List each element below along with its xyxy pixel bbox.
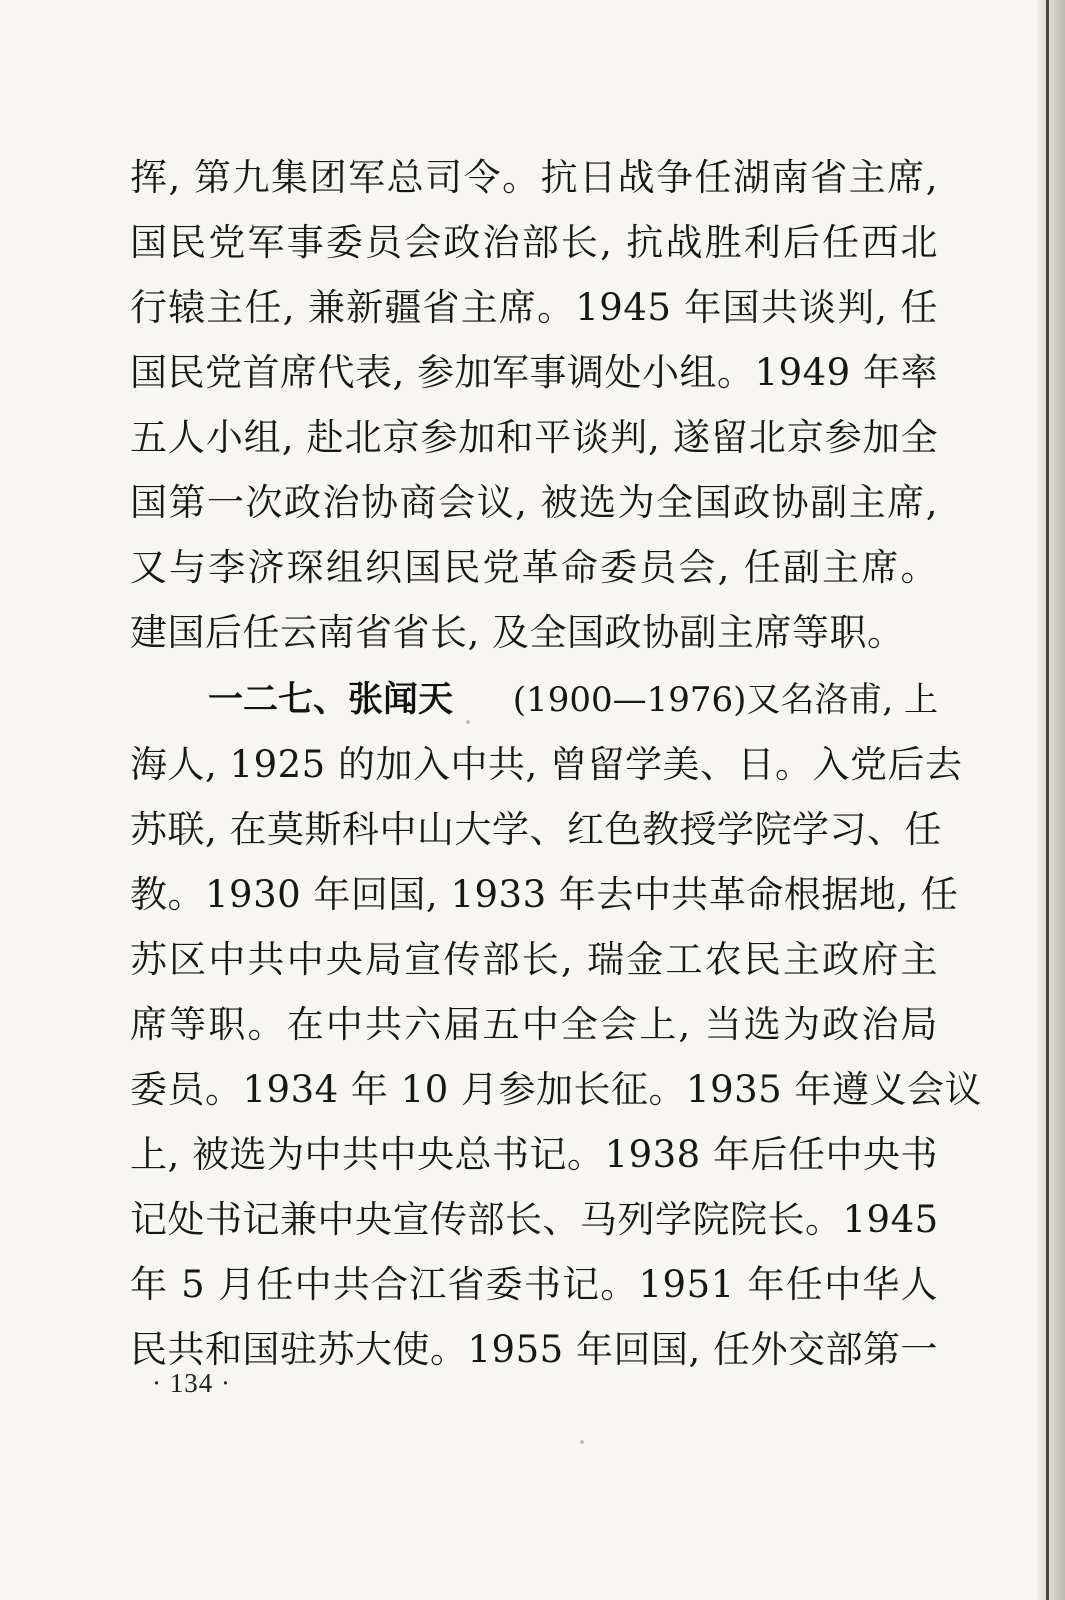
text-line: 记处书记兼中央宣传部长、马列学院院长。1945 (130, 1198, 939, 1241)
text-line: 民共和国驻苏大使。1955 年回国, 任外交部第一 (130, 1328, 938, 1371)
text-line: 建国后任云南省省长, 及全国政协副主席等职。 (130, 611, 905, 654)
text-line: 席等职。在中共六届五中全会上, 当选为政治局 (130, 1003, 938, 1046)
text-line: 教。1930 年回国, 1933 年去中共革命根据地, 任 (130, 873, 959, 916)
text-line: 委员。1934 年 10 月参加长征。1935 年遵义会议 (130, 1068, 982, 1111)
text-line: 国第一次政治协商会议, 被选为全国政协副主席, (130, 481, 938, 524)
text-line: 五人小组, 赴北京参加和平谈判, 遂留北京参加全 (130, 416, 938, 459)
text-line: 国民党首席代表, 参加军事调处小组。1949 年率 (130, 351, 938, 394)
text-line: 挥, 第九集团军总司令。抗日战争任湖南省主席, (130, 156, 938, 199)
text-line: 又与李济琛组织国民党革命委员会, 任副主席。 (130, 546, 938, 589)
scan-edge-shadow (1037, 0, 1065, 1600)
text-line: 苏联, 在莫斯科中山大学、红色教授学院学习、任 (130, 808, 943, 851)
text-line: 国民党军事委员会政治部长, 抗战胜利后任西北 (130, 221, 938, 264)
text-line: 上, 被选为中共中央总书记。1938 年后任中央书 (130, 1133, 938, 1176)
page-number: · 134 · (152, 1368, 231, 1398)
text-line: 海人, 1925 的加入中共, 曾留学美、日。入党后去 (130, 743, 963, 786)
scan-edge-line (1046, 0, 1049, 1600)
scan-speck (580, 1440, 584, 1444)
text-line: 行辕主任, 兼新疆省主席。1945 年国共谈判, 任 (130, 286, 938, 329)
text-line: 苏区中共中央局宣传部长, 瑞金工农民主政府主 (130, 938, 938, 981)
entry-heading (208, 672, 938, 728)
text-line: 年 5 月任中共合江省委书记。1951 年任中华人 (130, 1263, 938, 1306)
entry-dates-alias: (1900—1976)又名洛甫, 上 (512, 680, 938, 720)
entry-title: 一二七、张闻天 (208, 680, 454, 720)
